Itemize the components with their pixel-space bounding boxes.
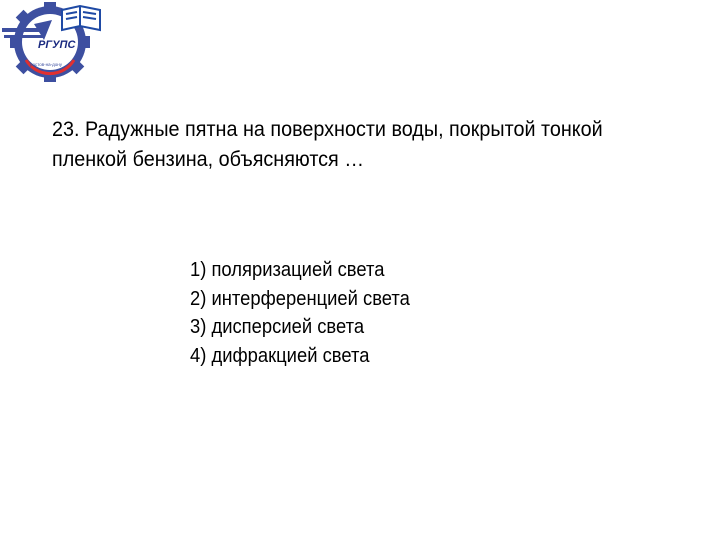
answer-option-1[interactable]: 1) поляризацией света (190, 259, 385, 281)
university-logo (0, 0, 108, 84)
question-text: 23. Радужные пятна на поверхности воды, покрытой тонкой пленкой бензина, объясняются … (52, 117, 603, 171)
answer-option-4[interactable]: 4) дифракцией света (190, 345, 370, 368)
answer-options-list (190, 256, 410, 371)
answer-option-2[interactable]: 2) интерференцией света (190, 287, 410, 310)
answer-option-3[interactable]: 3) дисперсией света (190, 316, 365, 339)
logo-ring-text: ростов-на-дону (30, 62, 63, 67)
logo-text: РГУПС (38, 39, 76, 51)
gear-book-emblem-icon (0, 0, 108, 84)
